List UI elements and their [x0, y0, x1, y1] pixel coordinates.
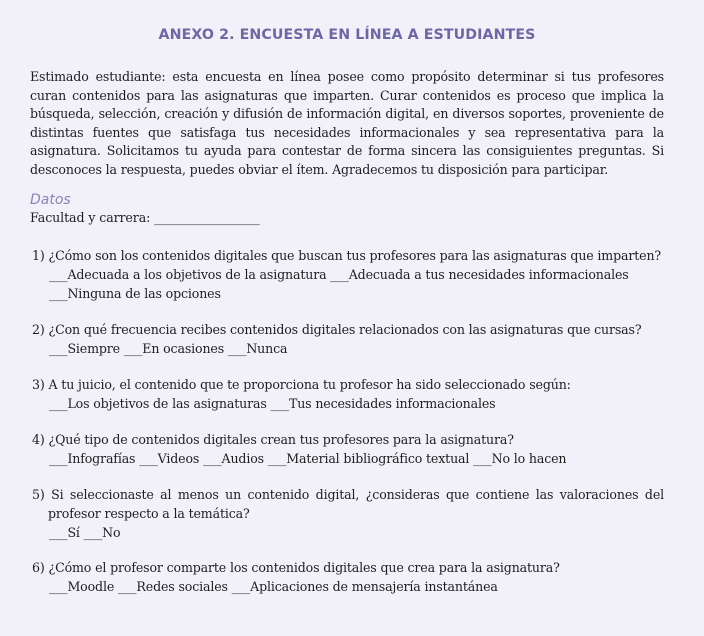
question-5-text: 5) Si seleccionaste al menos un contenido digital, ¿consideras que contiene las valoraciones del profesor respecto a la temática?: [32, 486, 664, 521]
question-6: [30, 558, 664, 596]
question-1-text: 1) ¿Cómo son los contenidos digitales que buscan tus profesores para las asignaturas que imparten?: [32, 247, 662, 263]
survey-page: [0, 27, 704, 636]
question-4-options: ___Infografías ___Videos ___Audios ___Material bibliográfico textual ___No lo hacen: [49, 450, 567, 466]
question-6-options: ___Moodle ___Redes sociales ___Aplicaciones de mensajería instantánea: [49, 578, 498, 594]
question-3-text: 3) A tu juicio, el contenido que te proporciona tu profesor ha sido seleccionado según:: [32, 376, 571, 392]
question-3: [30, 375, 664, 413]
question-2-options: ___Siempre ___En ocasiones ___Nunca: [49, 340, 288, 356]
question-1: [30, 246, 664, 303]
question-2: [30, 320, 664, 358]
datos-heading: Datos: [30, 191, 71, 208]
question-1-options-line-1: ___Adecuada a los objetivos de la asignatura ___Adecuada a tus necesidades informacionales: [49, 266, 629, 282]
question-6-text: 6) ¿Cómo el profesor comparte los contenidos digitales que crea para la asignatura?: [32, 559, 560, 575]
intro-paragraph: Estimado estudiante: esta encuesta en línea posee como propósito determinar si tus profesores curan contenidos para las asignaturas que imparten. Curar contenidos es proceso que implica la búsqueda, selección, creación y difusión de información digital, en diversos soportes, proveniente de distintas fuentes que satisfaga tus necesidades informacionales y sea representativa para la asignatura. Solicitamos tu ayuda para contestar de forma sincera las consiguientes preguntas. Si desconoces la respuesta, puedes obviar el ítem. Agradecemos tu disposición para participar.: [30, 69, 664, 177]
question-5-options: ___Sí ___No: [49, 524, 121, 540]
question-5: [30, 485, 664, 542]
question-2-text: 2) ¿Con qué frecuencia recibes contenidos digitales relacionados con las asignaturas que cursas?: [32, 321, 642, 337]
question-1-options-line-2: ___Ninguna de las opciones: [49, 285, 221, 301]
question-4-text: 4) ¿Qué tipo de contenidos digitales crean tus profesores para la asignatura?: [32, 431, 514, 447]
question-3-options: ___Los objetivos de las asignaturas ___Tus necesidades informacionales: [49, 395, 496, 411]
question-4: [30, 430, 664, 468]
document-title: ANEXO 2. ENCUESTA EN LÍNEA A ESTUDIANTES: [158, 27, 536, 43]
faculty-field: Facultad y carrera: _________________: [30, 209, 260, 225]
